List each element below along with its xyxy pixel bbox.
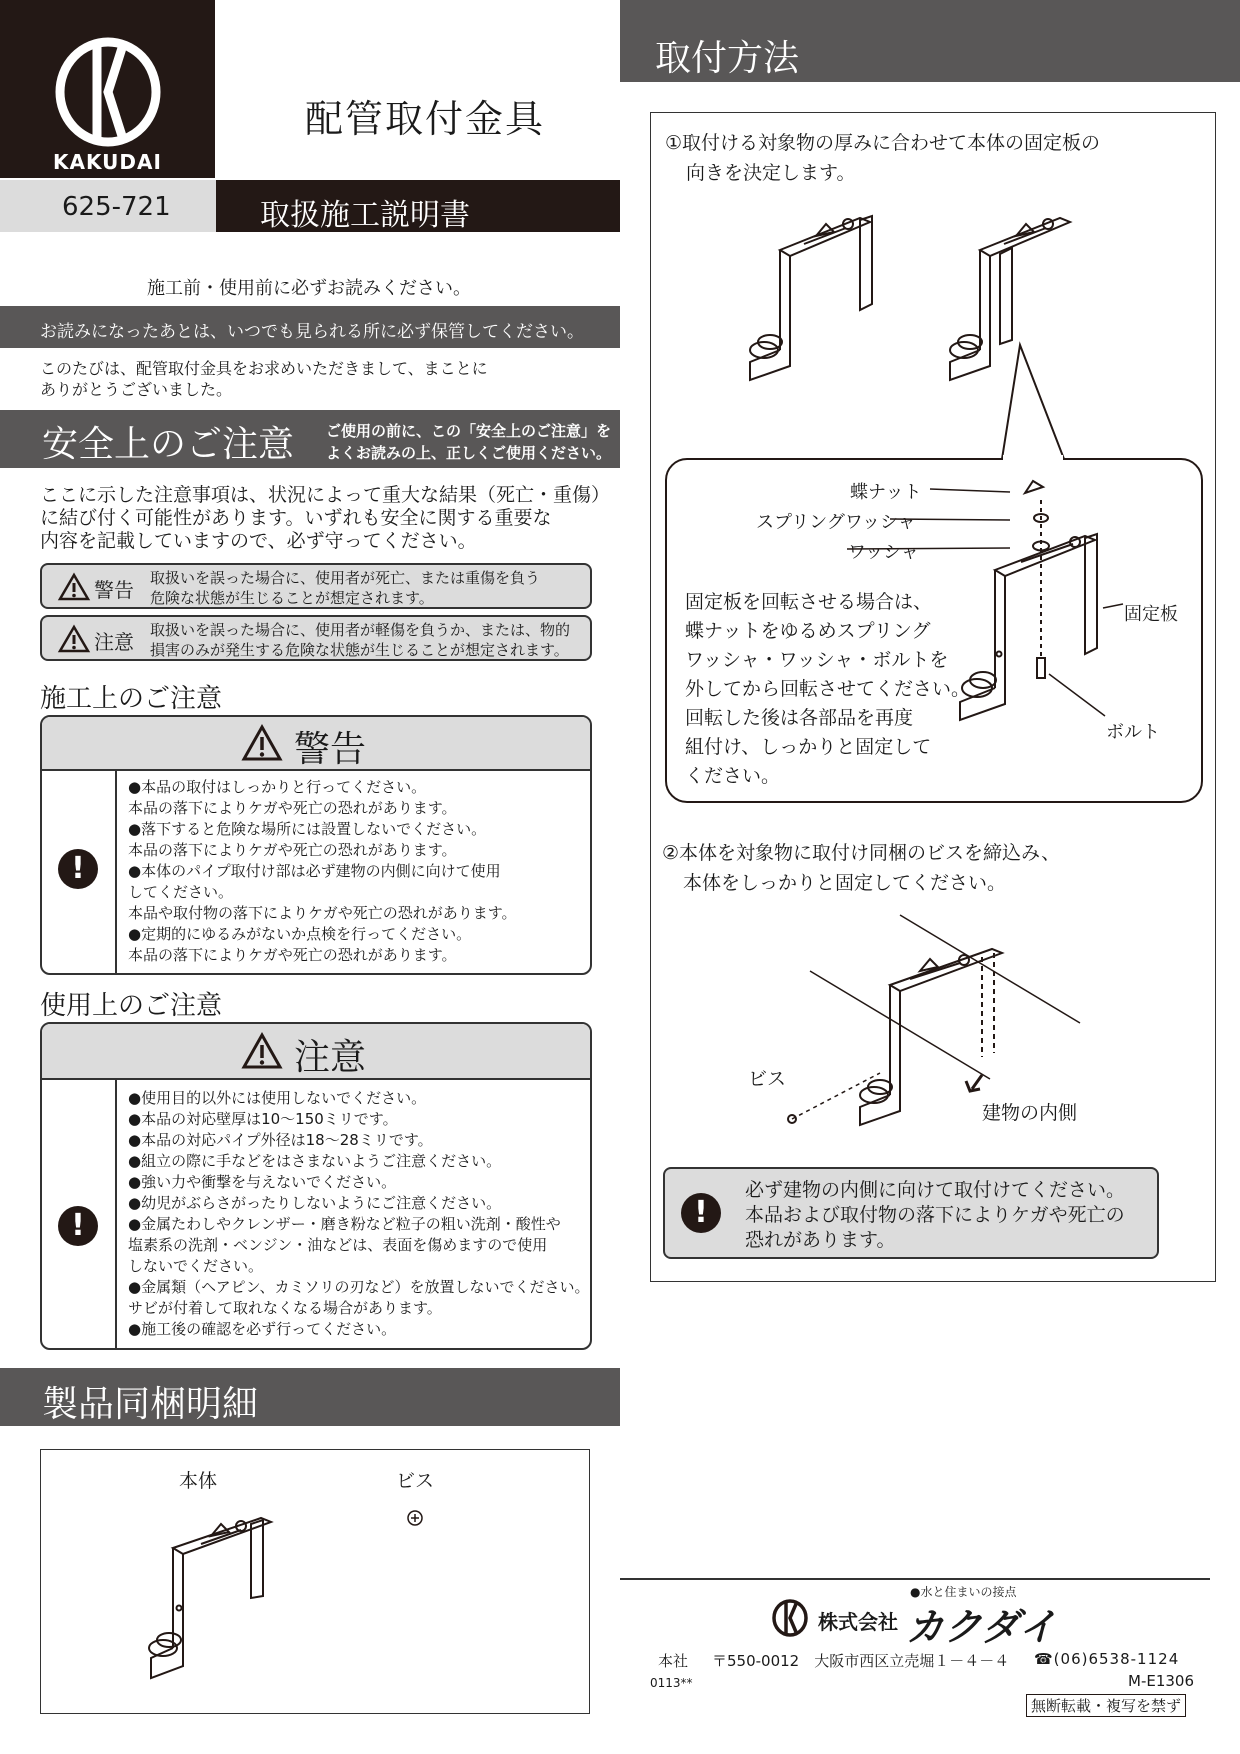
step2-line-2: 本体をしっかりと固定してください。 bbox=[683, 872, 1007, 894]
warning-desc-1: 取扱いを誤った場合に、使用者が死亡、または重傷を負う bbox=[150, 569, 541, 587]
step1-line-2: 向きを決定します。 bbox=[686, 162, 856, 184]
product-title: 配管取付金具 bbox=[305, 97, 546, 141]
thanks-line-1: このたびは、配管取付金具をお求めいただきまして、まことに bbox=[40, 359, 488, 378]
part-label-fixing-plate: 固定板 bbox=[1124, 604, 1178, 625]
safety-intro-1: ここに示した注意事項は、状況によって重大な結果（死亡・重傷） bbox=[40, 484, 611, 506]
thanks-line-2: ありがとうございました。 bbox=[40, 380, 233, 399]
alert-line-1: 必ず建物の内側に向けて取付けてください。 bbox=[745, 1179, 1126, 1201]
manual-title: 取扱施工説明書 bbox=[260, 198, 470, 233]
footer-address: 〒550-0012 大阪市西区立売堀１－４－４ bbox=[712, 1652, 1010, 1670]
part-label-washer: ワッシャ bbox=[848, 542, 919, 563]
usage-caution-divider bbox=[115, 1078, 117, 1350]
usage-caution-list bbox=[128, 1088, 589, 1340]
list-item: サビが付着して取れなくなる場合があります。 bbox=[128, 1299, 442, 1317]
list-item: 本品の落下によりケガや死亡の恐れがあります。 bbox=[128, 799, 457, 817]
screw-icon bbox=[405, 1508, 425, 1528]
step2-line-1: ②本体を対象物に取付け同梱のビスを締込み、 bbox=[662, 842, 1061, 864]
list-item: 本品の落下によりケガや死亡の恐れがあります。 bbox=[128, 841, 457, 859]
rotate-note-line: 固定板を回転させる場合は、 bbox=[685, 591, 933, 613]
safety-title: 安全上のご注意 bbox=[42, 424, 295, 465]
install-warning-list bbox=[128, 777, 517, 966]
install-method-title: 取付方法 bbox=[655, 38, 800, 79]
warning-triangle-icon bbox=[58, 573, 90, 601]
footer-divider bbox=[620, 1578, 1210, 1580]
model-number: 625-721 bbox=[62, 192, 171, 222]
footer-company: 株式会社 bbox=[818, 1610, 898, 1634]
warning-label: 警告 bbox=[94, 578, 134, 602]
logo-block bbox=[0, 0, 215, 178]
part-label-spring-washer: スプリングワッシャ bbox=[756, 512, 916, 533]
list-item: ●金属類（ヘアピン、カミソリの刃など）を放置しないでください。 bbox=[128, 1278, 590, 1296]
list-item: しないでください。 bbox=[128, 1257, 264, 1275]
list-item: ●本品の対応壁厚は10～150ミリです。 bbox=[128, 1110, 398, 1128]
list-item: 塩素系の洗剤・ベンジン・油などは、表面を傷めますので使用 bbox=[128, 1236, 548, 1254]
list-item: ●使用目的以外には使用しないでください。 bbox=[128, 1089, 427, 1107]
install-warning-title: 警告 bbox=[294, 729, 367, 770]
mounting-illustration bbox=[760, 905, 1180, 1145]
list-item: ●本品の対応パイプ外径は18～28ミリです。 bbox=[128, 1131, 433, 1149]
list-item: ●落下すると危険な場所には設置しないでください。 bbox=[128, 820, 487, 838]
list-item: ●本品の取付はしっかりと行ってください。 bbox=[128, 778, 427, 796]
footer-brand: カクダイ bbox=[906, 1605, 1057, 1649]
rotate-note-line: 組付け、しっかりと固定して bbox=[685, 736, 932, 758]
inside-label: 建物の内側 bbox=[982, 1102, 1078, 1124]
alert-line-2: 本品および取付物の落下によりケガや死亡の bbox=[745, 1204, 1125, 1226]
footer-print-code: 0113** bbox=[650, 1676, 693, 1690]
rotate-note bbox=[685, 588, 970, 791]
safety-intro-2: に結び付く可能性があります。いずれも安全に関する重要な bbox=[40, 507, 552, 529]
usage-caution-title: 注意 bbox=[294, 1037, 367, 1078]
footer-address-label: 本社 bbox=[658, 1652, 689, 1670]
install-warning-divider bbox=[115, 769, 117, 975]
footer-tagline: ●水と住まいの接点 bbox=[910, 1585, 1017, 1599]
footer-phone: ☎(06)6538-1124 bbox=[1034, 1650, 1180, 1668]
mounting-alert-box bbox=[663, 1167, 1159, 1259]
caution-desc-1: 取扱いを誤った場合に、使用者が軽傷を負うか、または、物的 bbox=[150, 621, 571, 639]
contents-box bbox=[40, 1449, 590, 1714]
part-label-bolt: ボルト bbox=[1106, 722, 1160, 743]
alert-line-3: 恐れがあります。 bbox=[745, 1229, 896, 1251]
safety-subnote-2: よくお読みの上、正しくご使用ください。 bbox=[326, 444, 612, 462]
rotate-note-line: ワッシャ・ワッシャ・ボルトを bbox=[685, 649, 949, 671]
list-item: ●強い力や衝撃を与えないでください。 bbox=[128, 1173, 397, 1191]
caution-triangle-icon bbox=[58, 625, 90, 653]
list-item: ●幼児がぶらさがったりしないようにご注意ください。 bbox=[128, 1194, 502, 1212]
step1-line-1: ①取付ける対象物の厚みに合わせて本体の固定板の bbox=[665, 132, 1101, 154]
install-warning-header bbox=[42, 717, 590, 771]
warning-desc-2: 危険な状態が生じることが想定されます。 bbox=[150, 589, 434, 607]
list-item: ●定期的にゆるみがないか点検を行ってください。 bbox=[128, 925, 472, 943]
warning-definition-row bbox=[40, 563, 592, 609]
contents-title: 製品同梱明細 bbox=[42, 1384, 259, 1425]
bracket-body-illustration bbox=[111, 1508, 311, 1688]
rotate-note-line: 蝶ナットをゆるめスプリング bbox=[685, 620, 931, 642]
footer-code: M-E1306 bbox=[1128, 1672, 1195, 1690]
safety-intro-3: 内容を記載していますので、必ず守ってください。 bbox=[40, 530, 477, 552]
list-item: してください。 bbox=[128, 883, 234, 901]
exclamation-icon: ! bbox=[58, 1206, 98, 1246]
keep-notice: お読みになったあとは、いつでも見られる所に必ず保管してください。 bbox=[40, 322, 584, 342]
list-item: ●施工後の確認を必ず行ってください。 bbox=[128, 1320, 397, 1338]
read-before-notice: 施工前・使用前に必ずお読みください。 bbox=[147, 278, 471, 299]
caution-definition-row bbox=[40, 615, 592, 661]
list-item: ●組立の際に手などをはさまないようご注意ください。 bbox=[128, 1152, 502, 1170]
screw-label: ビス bbox=[748, 1068, 787, 1090]
rotate-note-line: 回転した後は各部品を再度 bbox=[685, 707, 914, 729]
usage-notes-heading: 使用上のご注意 bbox=[40, 991, 223, 1021]
contents-item-screw: ビス bbox=[396, 1470, 435, 1492]
usage-caution-box bbox=[40, 1022, 592, 1350]
list-item: 本品の落下によりケガや死亡の恐れがあります。 bbox=[128, 946, 457, 964]
logo-text: KAKUDAI bbox=[53, 150, 162, 174]
part-label-wing-nut: 蝶ナット bbox=[850, 482, 922, 503]
contents-item-body: 本体 bbox=[179, 1470, 218, 1492]
install-warning-box bbox=[40, 715, 592, 975]
usage-caution-header bbox=[42, 1024, 590, 1080]
footer-copyright: 無断転載・複写を禁ず bbox=[1026, 1694, 1186, 1717]
list-item: 本品や取付物の落下によりケガや死亡の恐れがあります。 bbox=[128, 904, 517, 922]
caution-label: 注意 bbox=[94, 630, 134, 654]
detail-callout-pointer bbox=[960, 345, 1080, 465]
list-item: ●金属たわしやクレンザー・磨き粉など粒子の粗い洗剤・酸性や bbox=[128, 1215, 561, 1233]
list-item: ●本体のパイプ取付け部は必ず建物の内側に向けて使用 bbox=[128, 862, 501, 880]
install-notes-heading: 施工上のご注意 bbox=[40, 684, 223, 714]
exclamation-icon: ! bbox=[58, 849, 98, 889]
exclamation-icon: ! bbox=[681, 1193, 721, 1233]
caution-desc-2: 損害のみが発生する危険な状態が生じることが想定されます。 bbox=[150, 641, 569, 659]
rotate-note-line: ください。 bbox=[685, 765, 781, 787]
company-logo-icon bbox=[770, 1598, 810, 1638]
warning-triangle-icon bbox=[242, 725, 282, 761]
rotate-note-line: 外してから回転させてください。 bbox=[685, 678, 971, 700]
safety-subnote-1: ご使用の前に、この「安全上のご注意」を bbox=[326, 422, 612, 440]
caution-triangle-icon bbox=[242, 1033, 282, 1069]
